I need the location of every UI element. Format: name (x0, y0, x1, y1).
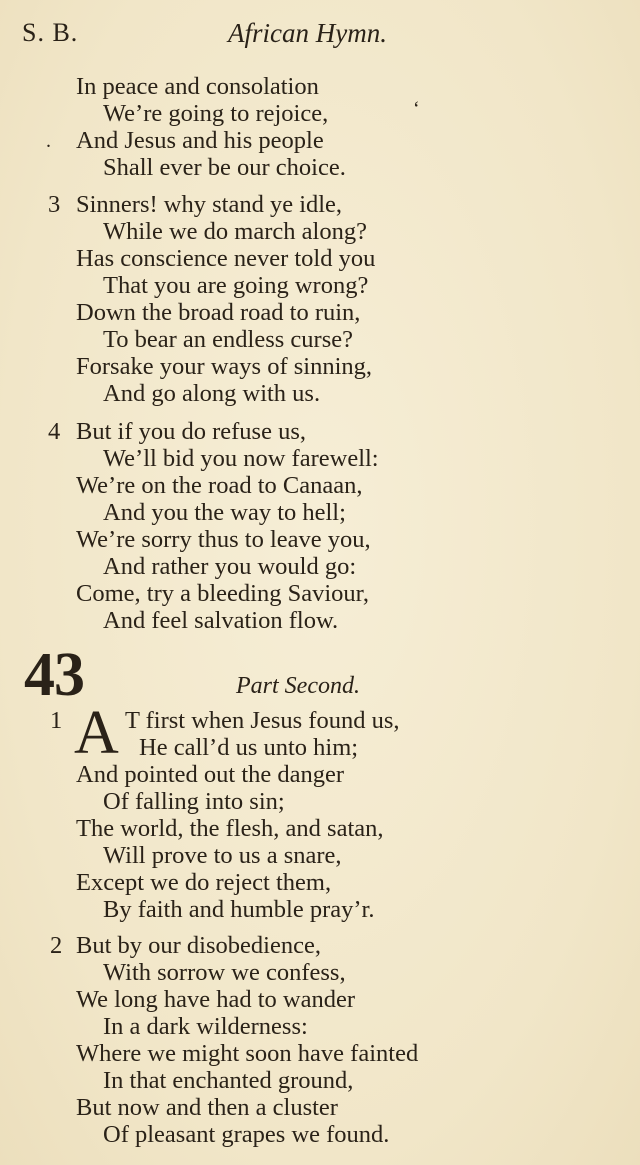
drop-cap: A (74, 699, 119, 767)
verse-line: Will prove to us a snare, (103, 842, 342, 869)
verse-line: Sinners! why stand ye idle, (76, 191, 343, 218)
verse-line: To bear an endless curse? (103, 326, 353, 353)
section-mark: S. B. (22, 18, 79, 47)
verse-line: In a dark wilderness: (103, 1013, 308, 1040)
verse-line: But if you do refuse us, (76, 418, 306, 445)
running-title: African Hymn. (228, 18, 387, 48)
verse-line: By faith and humble pray’r. (103, 896, 375, 923)
verse-line: We’re going to rejoice, (103, 100, 329, 127)
stanza-number: 4 (48, 418, 61, 445)
verse-line: We’re sorry thus to leave you, (76, 526, 371, 553)
verse-line: Of falling into sin; (103, 788, 285, 815)
hymn-number: 43 (24, 641, 84, 709)
verse-line: He call’d us unto him; (139, 734, 359, 761)
verse-line: But now and then a cluster (76, 1094, 338, 1121)
verse-line: In peace and consolation (76, 73, 319, 100)
verse-line: While we do march along? (103, 218, 367, 245)
verse-line: T first when Jesus found us, (125, 707, 400, 734)
hymn-part-title: Part Second. (236, 673, 360, 699)
verse-line: Down the broad road to ruin, (76, 299, 361, 326)
verse-line: And you the way to hell; (103, 499, 346, 526)
verse-line: Come, try a bleeding Saviour, (76, 580, 369, 607)
verse-line: Shall ever be our choice. (103, 154, 346, 181)
verse-line: In that enchanted ground, (103, 1067, 354, 1094)
verse-line: Has conscience never told you (76, 245, 376, 272)
stanza-number: 2 (50, 932, 63, 959)
verse-line: And go along with us. (103, 380, 321, 407)
verse-line: And feel salvation flow. (103, 607, 339, 634)
verse-line: We’re on the road to Canaan, (76, 472, 363, 499)
verse-line: But by our disobedience, (76, 932, 321, 959)
verse-line: The world, the flesh, and satan, (76, 815, 384, 842)
verse-line: With sorrow we confess, (103, 959, 346, 986)
verse-line: We long have had to wander (76, 986, 355, 1013)
verse-line: That you are going wrong? (103, 272, 369, 299)
stanza-number: 1 (50, 707, 63, 734)
stanza-number: 3 (48, 191, 61, 218)
verse-line: Except we do reject them, (76, 869, 332, 896)
verse-line: Forsake your ways of sinning, (76, 353, 373, 380)
ink-speck: . (46, 130, 51, 152)
verse-line: And rather you would go: (103, 553, 357, 580)
verse-line: Where we might soon have fainted (76, 1040, 419, 1067)
verse-line: We’ll bid you now farewell: (103, 445, 379, 472)
ink-speck: ʻ (413, 98, 420, 120)
verse-line: Of pleasant grapes we found. (103, 1121, 390, 1148)
verse-line: And Jesus and his people (76, 127, 324, 154)
verse-line: And pointed out the danger (76, 761, 345, 788)
